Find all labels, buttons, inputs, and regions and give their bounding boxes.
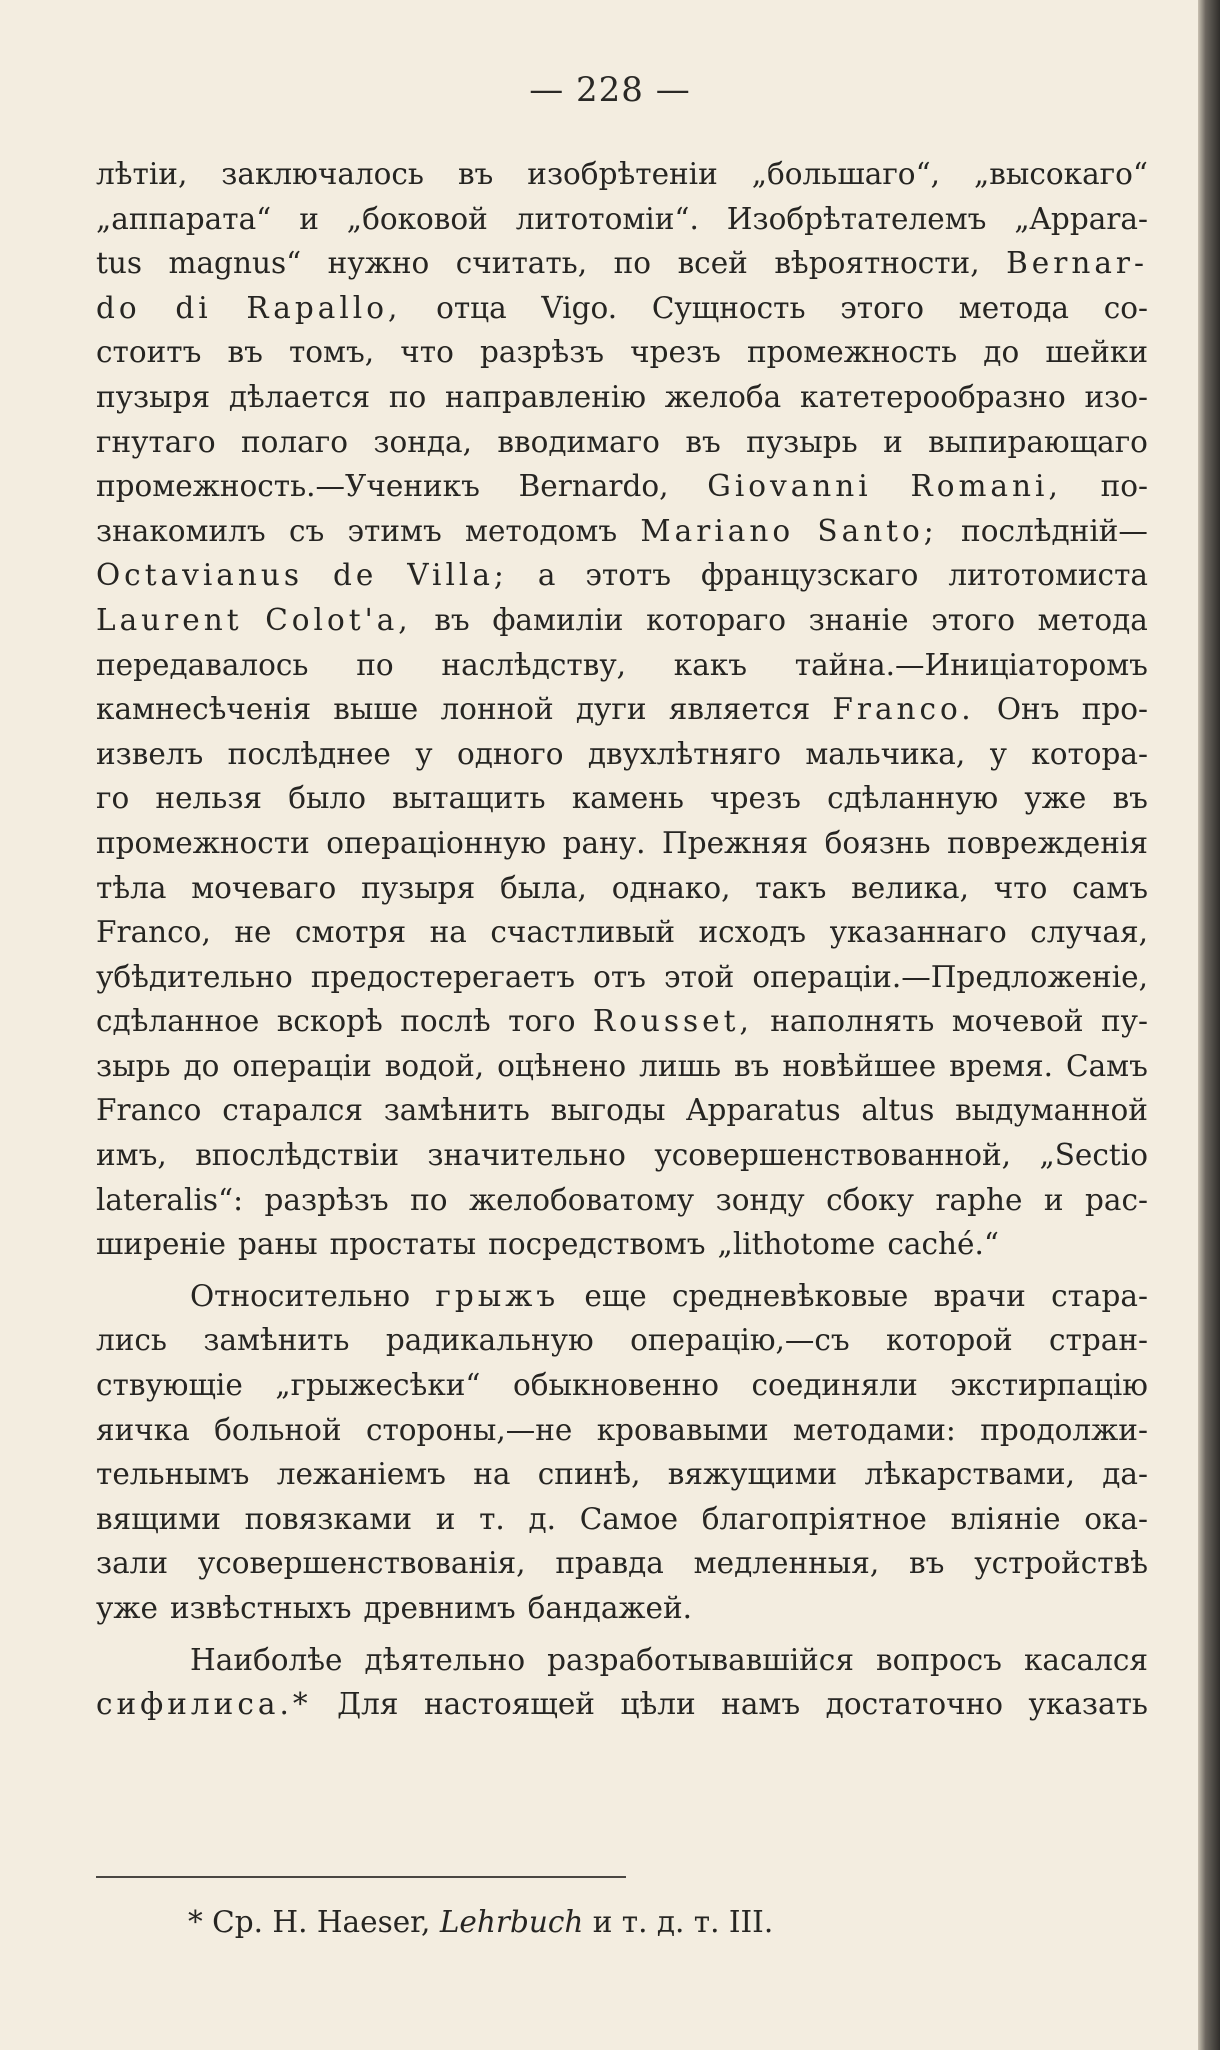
text-line [96, 1222, 1148, 1267]
footnote-prefix: * Ср. H. Haeser, [188, 1905, 440, 1939]
word: „большаго“, [751, 157, 941, 191]
word: caché.“ [887, 1227, 999, 1262]
text-line [96, 1452, 1148, 1497]
text-line [96, 643, 1148, 688]
word: вводимаго [497, 424, 660, 459]
text-line [96, 821, 1148, 866]
word: старался [222, 1093, 363, 1128]
word: промежность [747, 335, 958, 370]
word: Franco. [832, 692, 975, 727]
word: промежность.—Ученикъ [96, 469, 480, 504]
word: пу- [1100, 1004, 1148, 1039]
text-line [96, 687, 1148, 732]
word: Franco [96, 1093, 202, 1128]
word: „боковой [346, 201, 488, 236]
word: указать [1028, 1687, 1148, 1722]
word: которой [886, 1323, 1013, 1358]
word: усовершенствованія, [197, 1546, 526, 1581]
word: вяжущими [667, 1457, 838, 1492]
word: го [96, 781, 130, 816]
word: не [234, 915, 272, 950]
word: медленныя, [693, 1546, 880, 1581]
word: лишь [639, 1048, 722, 1083]
word: древнимъ [363, 1591, 516, 1625]
footnote-suffix: и т. д. т. III. [583, 1905, 774, 1939]
word: изобрѣтеніи [527, 157, 718, 191]
word: усовершенствованной, [654, 1138, 1012, 1173]
text-line [96, 330, 1148, 375]
word: сифилиса.* [96, 1687, 312, 1722]
word: велика, [851, 870, 970, 905]
word: наполнять [770, 1004, 935, 1039]
word: до [183, 1048, 220, 1083]
word: „Sectio [1039, 1138, 1148, 1173]
word: и [299, 201, 319, 236]
word: отца [436, 290, 507, 325]
word: оцѣнено [497, 1048, 627, 1083]
word: методомъ [465, 513, 618, 548]
word: простаты [329, 1227, 477, 1262]
word: послѣднее [227, 736, 391, 771]
word: по [613, 246, 652, 281]
word: касался [1023, 1642, 1148, 1677]
text-line [96, 420, 1148, 465]
word: литотоміи“. [515, 201, 699, 236]
word: мальчика, [805, 736, 966, 771]
text-line [96, 955, 1148, 1000]
text-line [96, 1408, 1148, 1453]
word: наслѣдству, [441, 647, 627, 682]
word: знакомилъ [96, 513, 266, 548]
word: на [473, 1457, 511, 1492]
word: Bernar- [1006, 246, 1148, 281]
word: д. [528, 1501, 557, 1536]
word: указаннаго [829, 915, 1007, 950]
word: стара- [1051, 1278, 1148, 1313]
word: Наиболѣе [190, 1642, 343, 1677]
word: зонду [715, 1182, 805, 1217]
word: raphe [935, 1182, 1023, 1217]
text-line [96, 1133, 1148, 1178]
paragraph [96, 1274, 1148, 1631]
word: ширеніе [96, 1227, 226, 1262]
word: дѣятельно [364, 1642, 526, 1677]
word: нельзя [155, 781, 263, 816]
word: вящими [96, 1501, 221, 1536]
text-line [96, 1682, 1148, 1727]
word: радикальную [385, 1323, 594, 1358]
text-line [96, 999, 1148, 1044]
word: и [435, 1501, 456, 1536]
word: по- [1100, 469, 1148, 504]
word: рас- [1085, 1182, 1148, 1217]
word: Santo; [817, 513, 938, 548]
word: грыжъ [435, 1278, 560, 1313]
word: а [537, 558, 556, 593]
word: шейки [1045, 335, 1148, 370]
word: котораго [646, 602, 787, 637]
word: посредствомъ [488, 1227, 706, 1262]
word: что [400, 335, 454, 370]
word: чрезъ [710, 781, 801, 816]
word: въ [457, 157, 494, 191]
word: по [410, 1182, 448, 1217]
word: счастливый [490, 915, 675, 950]
word: ока- [1084, 1501, 1148, 1536]
word: самъ [1072, 870, 1148, 905]
word: лонной [440, 692, 554, 727]
word: средневѣковые [672, 1278, 909, 1313]
word: устройствѣ [974, 1546, 1148, 1581]
word: этотъ [585, 558, 672, 593]
word: выгоды [550, 1093, 666, 1128]
word: вскорѣ [276, 1004, 383, 1039]
word: вопросъ [875, 1642, 1002, 1677]
word: въ [909, 1546, 945, 1581]
word: врачи [933, 1278, 1026, 1313]
word: на [429, 915, 467, 950]
word: фамиліи [492, 602, 624, 637]
word: извѣстныхъ [169, 1591, 352, 1625]
word: въ [685, 424, 721, 459]
word: т. [479, 1501, 505, 1536]
text-line [96, 1044, 1148, 1089]
word: продолжи- [980, 1412, 1148, 1447]
word: у [415, 736, 433, 771]
text-line [96, 866, 1148, 911]
word: Сущность [651, 290, 806, 325]
text-line [96, 1638, 1148, 1683]
word: случая, [1030, 915, 1148, 950]
word: смотря [295, 915, 407, 950]
word: пузыря [361, 870, 476, 905]
word: послѣ [400, 1004, 491, 1039]
word: мочеваго [191, 870, 337, 905]
text-line [96, 152, 1148, 197]
text-line [96, 1274, 1148, 1319]
word: дѣлается [228, 379, 371, 414]
word: экстирпацію [950, 1368, 1148, 1403]
word: метода [1037, 602, 1148, 637]
word: de [332, 558, 378, 593]
word: цѣли [620, 1687, 696, 1722]
word: Colot'a, [265, 602, 412, 637]
word: одного [456, 736, 564, 771]
word: желобоватому [468, 1182, 695, 1217]
word: Romani, [910, 469, 1062, 504]
text-line [96, 1088, 1148, 1133]
word: убѣдительно [96, 959, 293, 994]
word: Rousset, [592, 1004, 753, 1039]
text-line [96, 286, 1148, 331]
word: и [1043, 1182, 1064, 1217]
word: изо- [1084, 379, 1148, 414]
word: котора- [1031, 736, 1148, 771]
word: является [668, 692, 811, 727]
footnote-title: Lehrbuch [439, 1905, 584, 1939]
word: въ [227, 335, 263, 370]
word: значительно [427, 1138, 626, 1173]
text-line [96, 197, 1148, 242]
word: больной [214, 1412, 342, 1447]
word: „грыжесѣки“ [275, 1368, 481, 1403]
word: какъ [673, 647, 748, 682]
word: того [508, 1004, 576, 1039]
word: Rapallo, [246, 290, 402, 325]
text-line [96, 1541, 1148, 1586]
word: по [388, 379, 427, 414]
word: уже [1024, 781, 1087, 816]
word: направленію [445, 379, 646, 414]
word: повязками [244, 1501, 412, 1536]
word: у [989, 736, 1007, 771]
word: кровавыми [596, 1412, 769, 1447]
word: Bernardo, [518, 469, 669, 504]
word: яичка [96, 1412, 190, 1447]
word: достаточно [825, 1687, 1004, 1722]
word: съ [288, 513, 325, 548]
word: зырь [96, 1048, 171, 1083]
word: и [883, 424, 903, 459]
word: боязнь [824, 825, 931, 860]
word: въ [733, 1048, 770, 1083]
word: вытащить [392, 781, 546, 816]
text-line [96, 1318, 1148, 1363]
footnote-rule [96, 1876, 626, 1878]
word: вѣроятности, [774, 246, 980, 281]
paragraph [96, 152, 1148, 1267]
word: разрѣзъ [479, 335, 605, 370]
word: сдѣланное [96, 1004, 260, 1039]
word: вліяніе [950, 1501, 1061, 1536]
word: однако, [611, 870, 731, 905]
text-line [96, 1178, 1148, 1223]
word: двухлѣтняго [587, 736, 781, 771]
word: знаніе [808, 602, 909, 637]
text-line [96, 1363, 1148, 1408]
word: камнесѣченія [96, 692, 312, 727]
word: Для [337, 1687, 399, 1722]
page-number: — 228 — [529, 70, 691, 110]
word: „аппарата“ [96, 201, 272, 236]
word: промежности [96, 825, 310, 860]
word: намъ [721, 1687, 801, 1722]
word: впослѣдствіи [195, 1138, 399, 1173]
paragraph-gap [96, 1631, 1148, 1638]
word: лись [96, 1323, 167, 1358]
word: замѣнить [383, 1093, 530, 1128]
word: разрѣзъ [264, 1182, 389, 1217]
text-line [96, 910, 1148, 955]
word: Laurent [96, 602, 243, 637]
word: время. [949, 1048, 1054, 1083]
word: предостерегаетъ [310, 959, 575, 994]
footnote [188, 1902, 773, 1942]
word: Mariano [640, 513, 795, 548]
text-line [96, 464, 1148, 509]
word: тельнымъ [96, 1457, 250, 1492]
word: этой [664, 959, 735, 994]
text-line [96, 732, 1148, 777]
word: въ [1112, 781, 1148, 816]
paragraph [96, 1638, 1148, 1727]
word: спинѣ, [537, 1457, 641, 1492]
word: Giovanni [707, 469, 872, 504]
word: Изобрѣтателемъ [726, 201, 987, 236]
word: Apparatus [686, 1093, 841, 1128]
word: соединяли [751, 1368, 918, 1403]
word: tus [96, 246, 142, 281]
text-line [96, 598, 1148, 643]
word: имъ, [96, 1138, 167, 1173]
word: лѣтіи, [96, 157, 188, 191]
word: французскаго [701, 558, 919, 593]
word: до [983, 335, 1020, 370]
word: этого [840, 290, 925, 325]
word: передавалось [96, 647, 309, 682]
word: полаго [241, 424, 348, 459]
word: сдѣланную [827, 781, 999, 816]
word: заключалось [221, 157, 424, 191]
word: поврежденія [947, 825, 1148, 860]
page-edge-shadow [1198, 0, 1220, 2050]
word: выше [333, 692, 419, 727]
word: лѣкарствами, [864, 1457, 1075, 1492]
word: этимъ [347, 513, 442, 548]
word: Относительно [190, 1278, 411, 1313]
word: magnus“ [168, 246, 302, 281]
word: водой, [384, 1048, 485, 1083]
word: исходъ [698, 915, 807, 950]
word: извелъ [96, 736, 204, 771]
word: стран- [1049, 1323, 1148, 1358]
word: по [356, 647, 394, 682]
word: такъ [755, 870, 827, 905]
word: разработывавшійся [547, 1642, 854, 1677]
word: да- [1102, 1457, 1148, 1492]
word: еще [584, 1278, 647, 1313]
word: бандажей. [527, 1591, 693, 1625]
word: тѣла [96, 870, 167, 905]
word: „высокаго“ [973, 157, 1148, 191]
word: altus [861, 1093, 935, 1128]
word: въ [434, 602, 470, 637]
paragraph-gap [96, 1267, 1148, 1274]
word: метода [958, 290, 1070, 325]
word: дуги [575, 692, 647, 727]
word: про- [1081, 692, 1148, 727]
word: Villa; [407, 558, 508, 593]
word: желоба [664, 379, 782, 414]
word: отъ [593, 959, 646, 994]
word: Octavianus [96, 558, 303, 593]
word: новѣйшее [782, 1048, 937, 1083]
word: благопріятное [701, 1501, 927, 1536]
word: методами: [793, 1412, 956, 1447]
text-line [96, 241, 1148, 286]
word: рану. [562, 825, 646, 860]
word: лежаніемъ [276, 1457, 446, 1492]
word: катетерообразно [799, 379, 1066, 414]
word: Прежняя [662, 825, 809, 860]
word: со- [1103, 290, 1148, 325]
word: пузыря [96, 379, 211, 414]
word: тайна.—Иниціаторомъ [794, 647, 1148, 682]
word: что [993, 870, 1048, 905]
word: мочевой [951, 1004, 1084, 1039]
word: выдуманной [955, 1093, 1148, 1128]
word: литотомиста [948, 558, 1148, 593]
word: „lithotome [717, 1227, 876, 1262]
word: di [175, 290, 212, 325]
word: этого [931, 602, 1016, 637]
word: Самое [579, 1501, 679, 1536]
text-line [96, 509, 1148, 554]
word: Vigo. [541, 290, 618, 325]
word: послѣдній— [961, 513, 1148, 548]
word: стоитъ [96, 335, 202, 370]
word: стороны,—не [365, 1412, 573, 1447]
word: „Appara- [1014, 201, 1148, 236]
word: Самъ [1066, 1048, 1148, 1083]
word: операцію,—съ [630, 1323, 850, 1358]
word: уже [96, 1591, 158, 1625]
word: всей [677, 246, 748, 281]
word: раны [237, 1227, 318, 1262]
word: операціи.—Предложеніе, [752, 959, 1148, 994]
word: замѣнить [203, 1323, 350, 1358]
word: томъ, [288, 335, 375, 370]
text-line [96, 1586, 1148, 1631]
word: правда [555, 1546, 664, 1581]
body-text [96, 152, 1148, 1727]
word: гнутаго [96, 424, 216, 459]
word: зонда, [373, 424, 472, 459]
word: сбоку [826, 1182, 914, 1217]
word: настоящей [423, 1687, 595, 1722]
word: do [96, 290, 141, 325]
word: считать, [455, 246, 588, 281]
text-line [96, 776, 1148, 821]
word: lateralis“: [96, 1182, 244, 1217]
text-line [96, 375, 1148, 420]
word: камень [571, 781, 684, 816]
word: ствующіе [96, 1368, 243, 1403]
word: операціи [232, 1048, 372, 1083]
word: была, [499, 870, 587, 905]
word: операціонную [326, 825, 547, 860]
word: зали [96, 1546, 169, 1581]
word: выпирающаго [928, 424, 1148, 459]
word: Franco, [96, 915, 211, 950]
word: обыкновенно [513, 1368, 720, 1403]
word: Онъ [996, 692, 1060, 727]
text-line [96, 553, 1148, 598]
word: нужно [327, 246, 430, 281]
text-line [96, 1497, 1148, 1542]
word: чрезъ [630, 335, 721, 370]
word: было [288, 781, 366, 816]
word: пузырь [746, 424, 858, 459]
